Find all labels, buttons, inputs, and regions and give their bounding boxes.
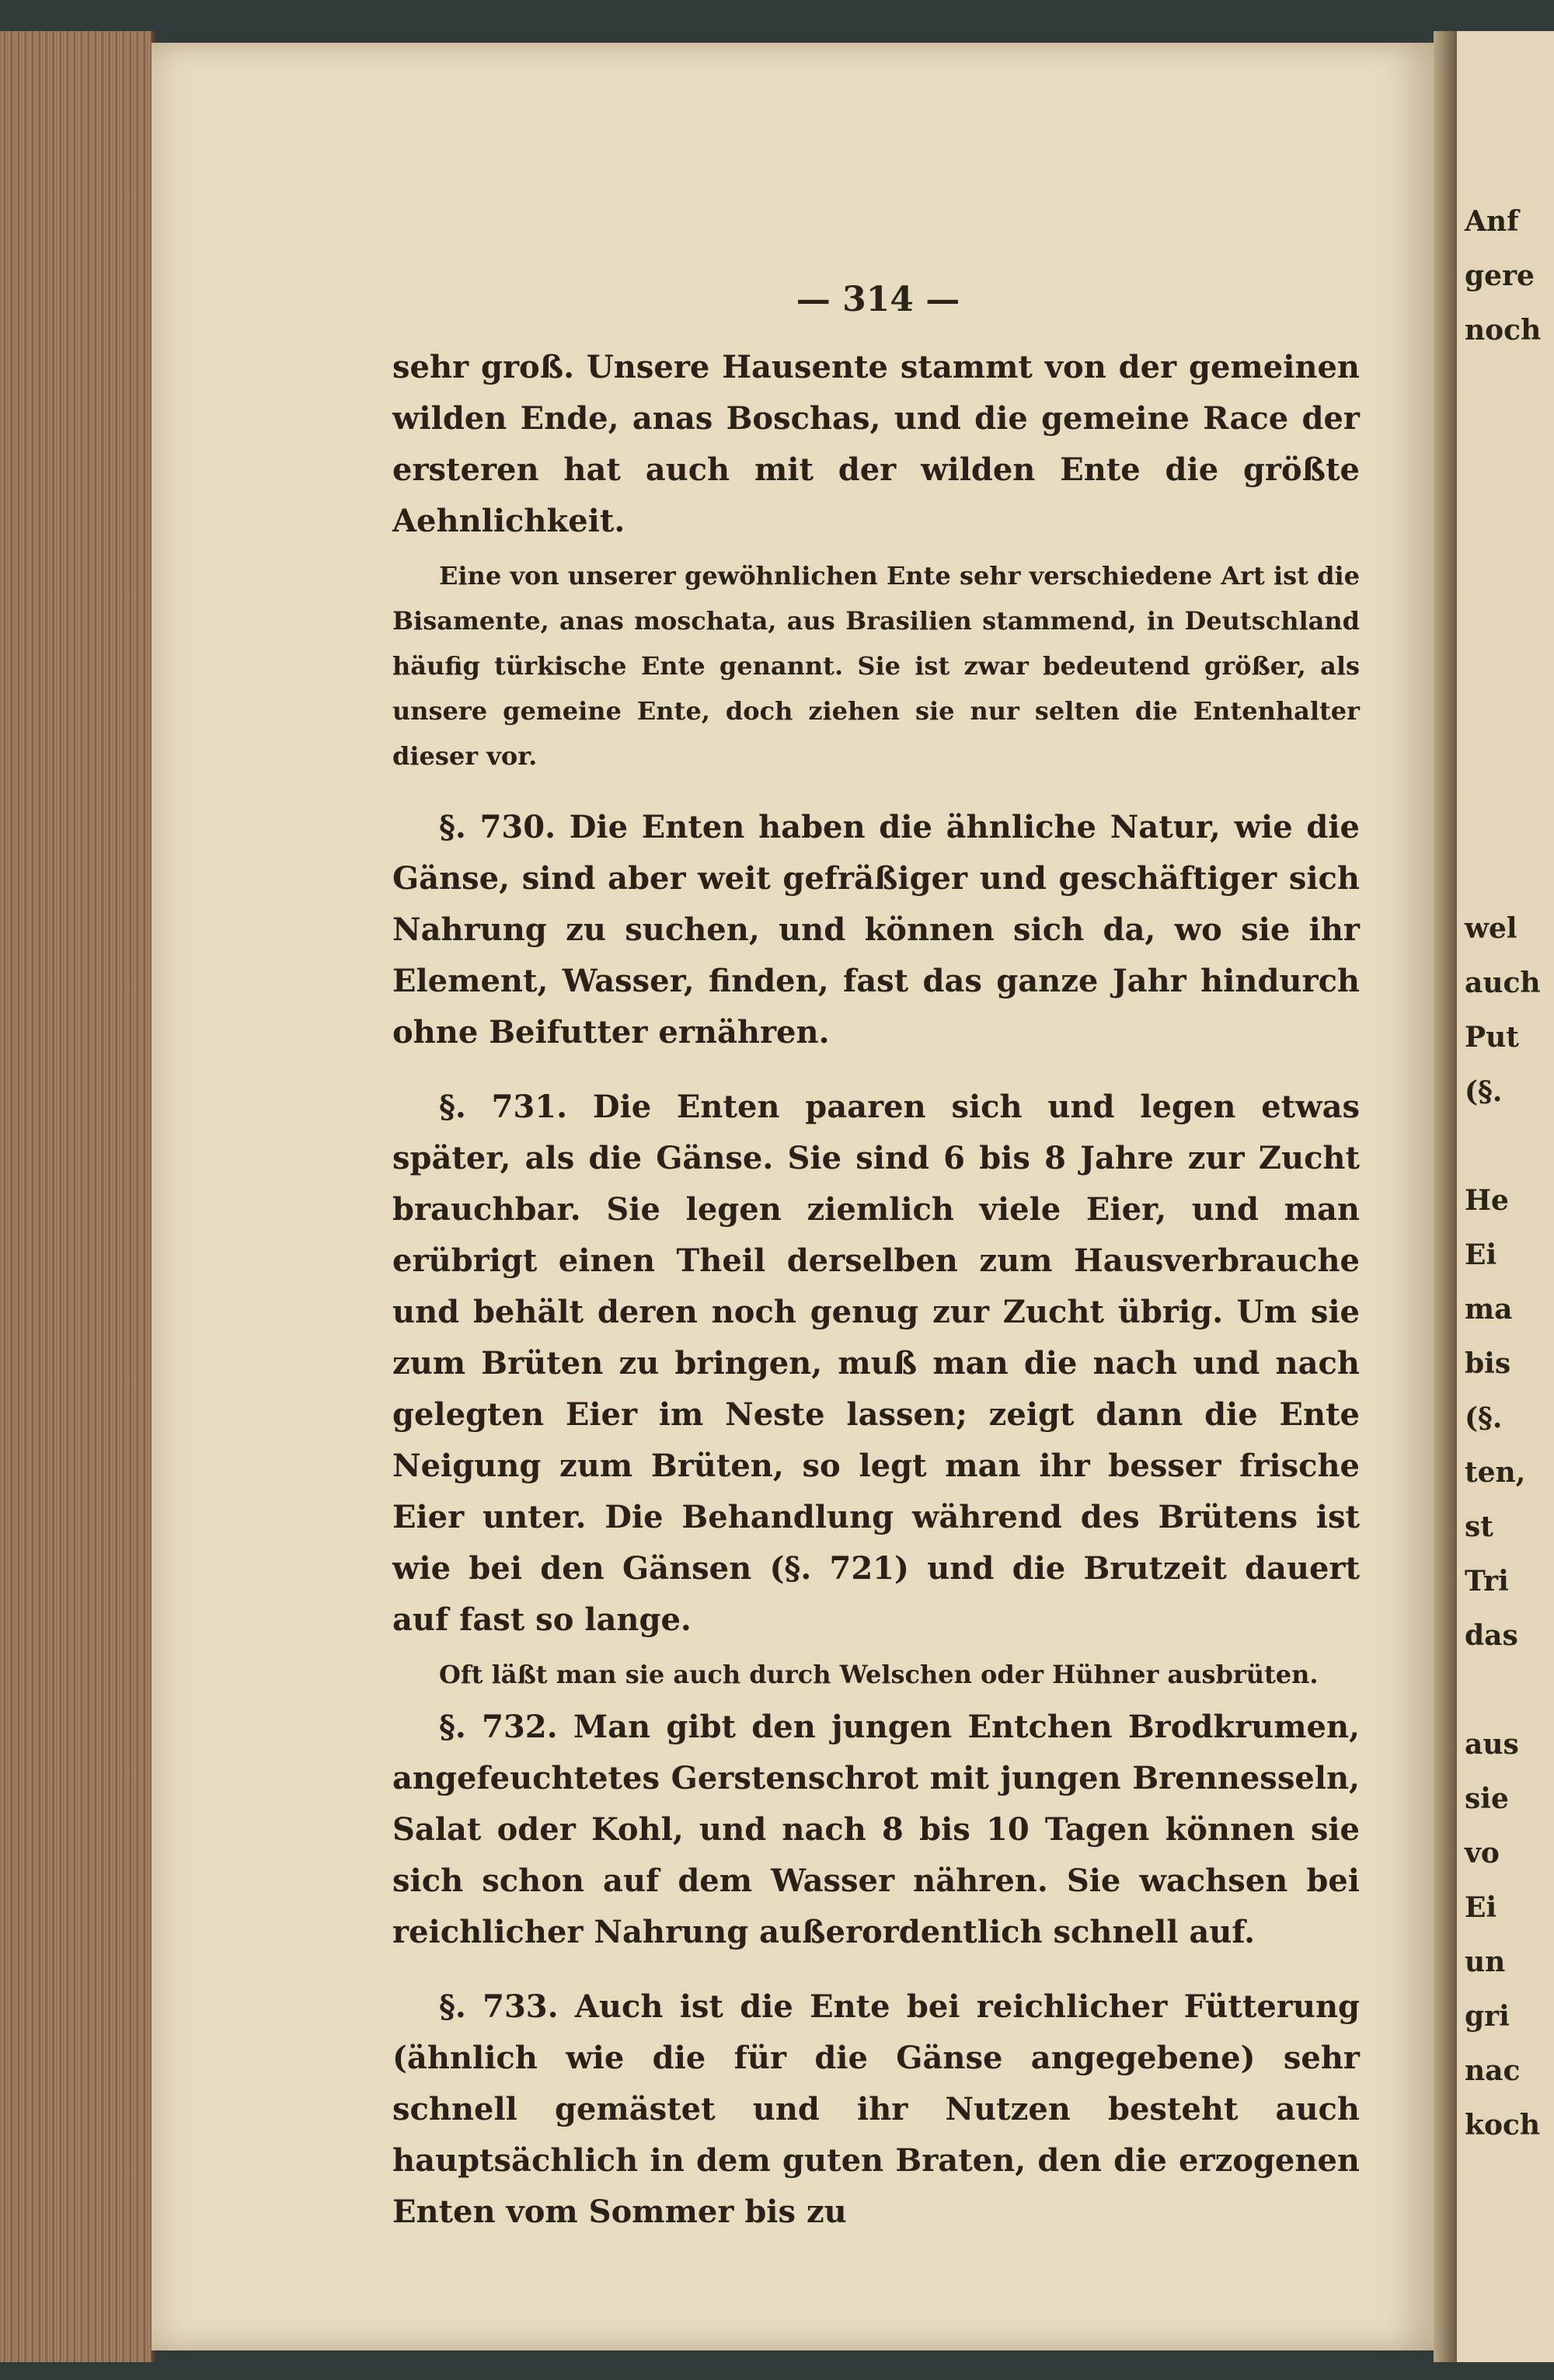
facing-page-fragment: auch: [1465, 967, 1541, 999]
paragraph-bisamente: Eine von unserer gewöhnlichen Ente sehr verschiedene Art ist die Bisamente, anas moschata, aus Brasilien stammend, in Deutschland häufig türkische Ente genannt. Sie ist zwar bedeutend größer, als unsere gemeine Ente, doch ziehen sie nur selten die Entenhalter dieser vor.: [392, 561, 1360, 771]
paragraph-733: §. 733. Auch ist die Ente bei reichlicher Fütterung (ähnlich wie die für die Gänse angegebene) sehr schnell gemästet und ihr Nutzen besteht auch hauptsächlich in dem guten Braten, den die erzogenen Enten vom Sommer bis zu: [392, 1988, 1360, 2230]
facing-page-fragment: [1465, 357, 1554, 412]
facing-page-fragment: [1465, 466, 1554, 521]
page-body: [392, 342, 1360, 2238]
book-page-edges: [0, 31, 155, 2362]
facing-page-fragment: sie: [1465, 1782, 1509, 1815]
facing-page-fragment: gere: [1465, 260, 1535, 292]
facing-page-fragment: He: [1465, 1184, 1509, 1217]
facing-page-fragment: [1465, 575, 1554, 629]
facing-page-fragment: bis: [1465, 1347, 1511, 1380]
facing-page-fragment: (§.: [1465, 1402, 1503, 1434]
paragraph-730: §. 730. Die Enten haben die ähnliche Natur, wie die Gänse, sind aber weit gefräßiger und geschäftiger sich Nahrung zu suchen, und können sich da, wo sie ihr Element, Wasser, finden, fast das ganze Jahr hindurch ohne Beifutter ernähren.: [392, 809, 1360, 1051]
facing-page-fragment: vo: [1465, 1837, 1500, 1870]
paragraph-732: §. 732. Man gibt den jungen Entchen Brodkrumen, angefeuchtetes Gerstenschrot mit jungen Brennesseln, Salat oder Kohl, und nach 8 bis 10 Tagen können sie sich schon auf dem Wasser nähren. Sie wachsen bei reichlicher Nahrung außerordentlich schnell auf.: [392, 1709, 1360, 1950]
facing-page-fragment: [1465, 1663, 1554, 1717]
book-gutter: [1434, 31, 1457, 2362]
facing-page-fragment: [1465, 1119, 1554, 1173]
paragraph-note-brueten: Oft läßt man sie auch durch Welschen oder Hühner ausbrüten.: [439, 1660, 1319, 1689]
facing-page-fragment: koch: [1465, 2109, 1541, 2141]
facing-page-fragment: Anf: [1465, 205, 1519, 238]
facing-page-fragment: Tri: [1465, 1565, 1509, 1598]
facing-page-fragment: [1465, 793, 1554, 847]
facing-page-fragment: ten,: [1465, 1456, 1526, 1489]
facing-page-fragment: wel: [1465, 912, 1517, 945]
facing-page-fragment: Ei: [1465, 1239, 1497, 1271]
facing-page-edge: [1457, 31, 1554, 2362]
facing-page-fragment: [1465, 738, 1554, 793]
facing-page-fragment: Put: [1465, 1021, 1519, 1054]
facing-page-fragment: [1465, 412, 1554, 466]
paragraph-continuation: sehr groß. Unsere Hausente stammt von der gemeinen wilden Ende, anas Boschas, und die gemeine Race der ersteren hat auch mit der wilden Ente die größte Aehnlichkeit.: [392, 349, 1360, 539]
page-number: — 314 —: [796, 280, 960, 319]
facing-page-fragment: (§.: [1465, 1075, 1503, 1108]
facing-page-fragment: [1465, 629, 1554, 684]
facing-page-fragment: [1465, 847, 1554, 901]
facing-page-fragment: ma: [1465, 1293, 1513, 1326]
facing-page-fragment: das: [1465, 1619, 1518, 1652]
facing-page-fragment: nac: [1465, 2054, 1521, 2087]
facing-page-fragment: noch: [1465, 314, 1542, 347]
facing-page-fragment: aus: [1465, 1728, 1519, 1761]
paragraph-731: §. 731. Die Enten paaren sich und legen etwas später, als die Gänse. Sie sind 6 bis 8 Jahre zur Zucht brauchbar. Sie legen ziemlich viele Eier, und man erübrigt einen Theil derselben zum Hausverbrauche und behält deren noch genug zur Zucht übrig. Um sie zum Brüten zu bringen, muß man die nach und nach gelegten Eier im Neste lassen; zeigt dann die Ente Neigung zum Brüten, so legt man ihr besser frische Eier unter. Die Behandlung während des Brütens ist wie bei den Gänsen (§. 721) und die Brutzeit dauert auf fast so lange.: [392, 1089, 1360, 1638]
facing-page-fragment: [1465, 684, 1554, 738]
facing-page-fragment: gri: [1465, 2000, 1510, 2033]
facing-page-fragment: st: [1465, 1511, 1493, 1543]
facing-page-fragment: un: [1465, 1946, 1506, 1978]
facing-page-fragment: Ei: [1465, 1891, 1497, 1924]
facing-page-fragments: [1465, 194, 1554, 2152]
facing-page-fragment: [1465, 521, 1554, 575]
